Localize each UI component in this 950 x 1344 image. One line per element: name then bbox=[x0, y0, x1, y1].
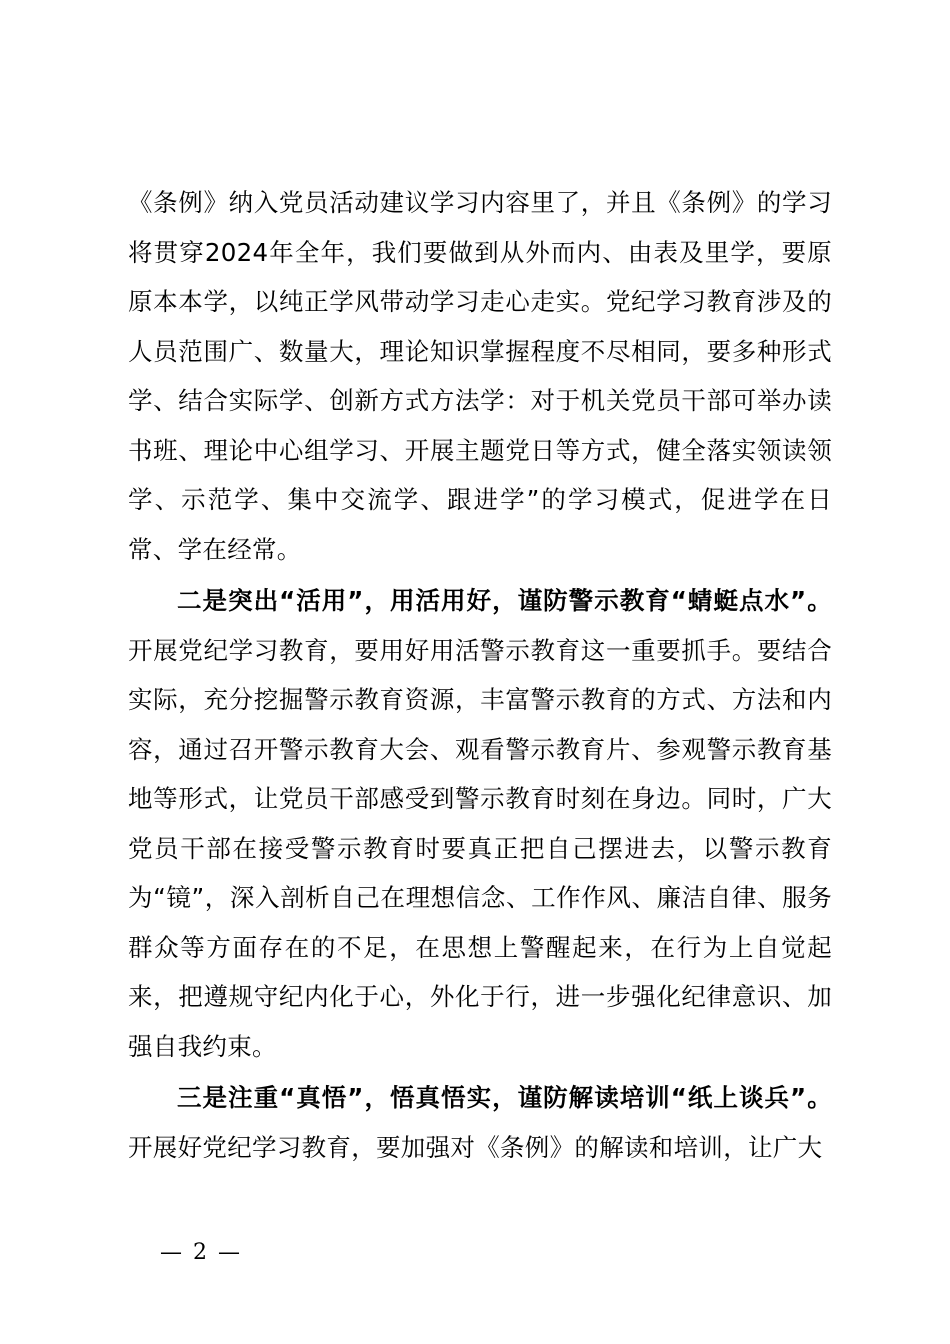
page-number: — 2 — bbox=[160, 1240, 242, 1265]
paragraph-3-heading: 三是注重“真悟”，悟真悟实，谨防解读培训“纸上谈兵”。 bbox=[177, 1083, 832, 1112]
paragraph-3-text: 开展好党纪学习教育，要加强对《条例》的解读和培训，让广大 bbox=[128, 1132, 823, 1162]
paragraph-3 bbox=[128, 1073, 832, 1172]
paragraph-2-heading: 二是突出“活用”，用活用好，谨防警示教育“蜻蜓点水”。 bbox=[177, 586, 832, 615]
paragraph-1-text: 《条例》纳入党员活动建议学习内容里了，并且《条例》的学习将贯穿2024年全年，我们要做到从外而内、由表及里学，要原原本本学，以纯正学风带动学习走心走实。党纪学习教育涉及的人员范围广、数量大，理论知识掌握程度不尽相同，要多种形式学、结合实际学、创新方式方法学：对于机关党员干部可举办读书班、理论中心组学习、开展主题党日等方式，健全落实领读领学、示范学、集中交流学、跟进学”的学习模式，促进学在日常、学在经常。 bbox=[128, 188, 832, 564]
paragraph-2 bbox=[128, 576, 832, 1071]
body-text bbox=[128, 178, 832, 1172]
paragraph-2-text: 开展党纪学习教育，要用好用活警示教育这一重要抓手。要结合实际，充分挖掘警示教育资源，丰富警示教育的方式、方法和内容，通过召开警示教育大会、观看警示教育片、参观警示教育基地等形式，让党员干部感受到警示教育时刻在身边。同时，广大党员干部在接受警示教育时要真正把自己摆进去，以警示教育为“镜”，深入剖析自己在理想信念、工作作风、廉洁自律、服务群众等方面存在的不足，在思想上警醒起来，在行为上自觉起来，把遵规守纪内化于心，外化于行，进一步强化纪律意识、加强自我约束。 bbox=[128, 635, 832, 1061]
paragraph-1 bbox=[128, 178, 832, 574]
